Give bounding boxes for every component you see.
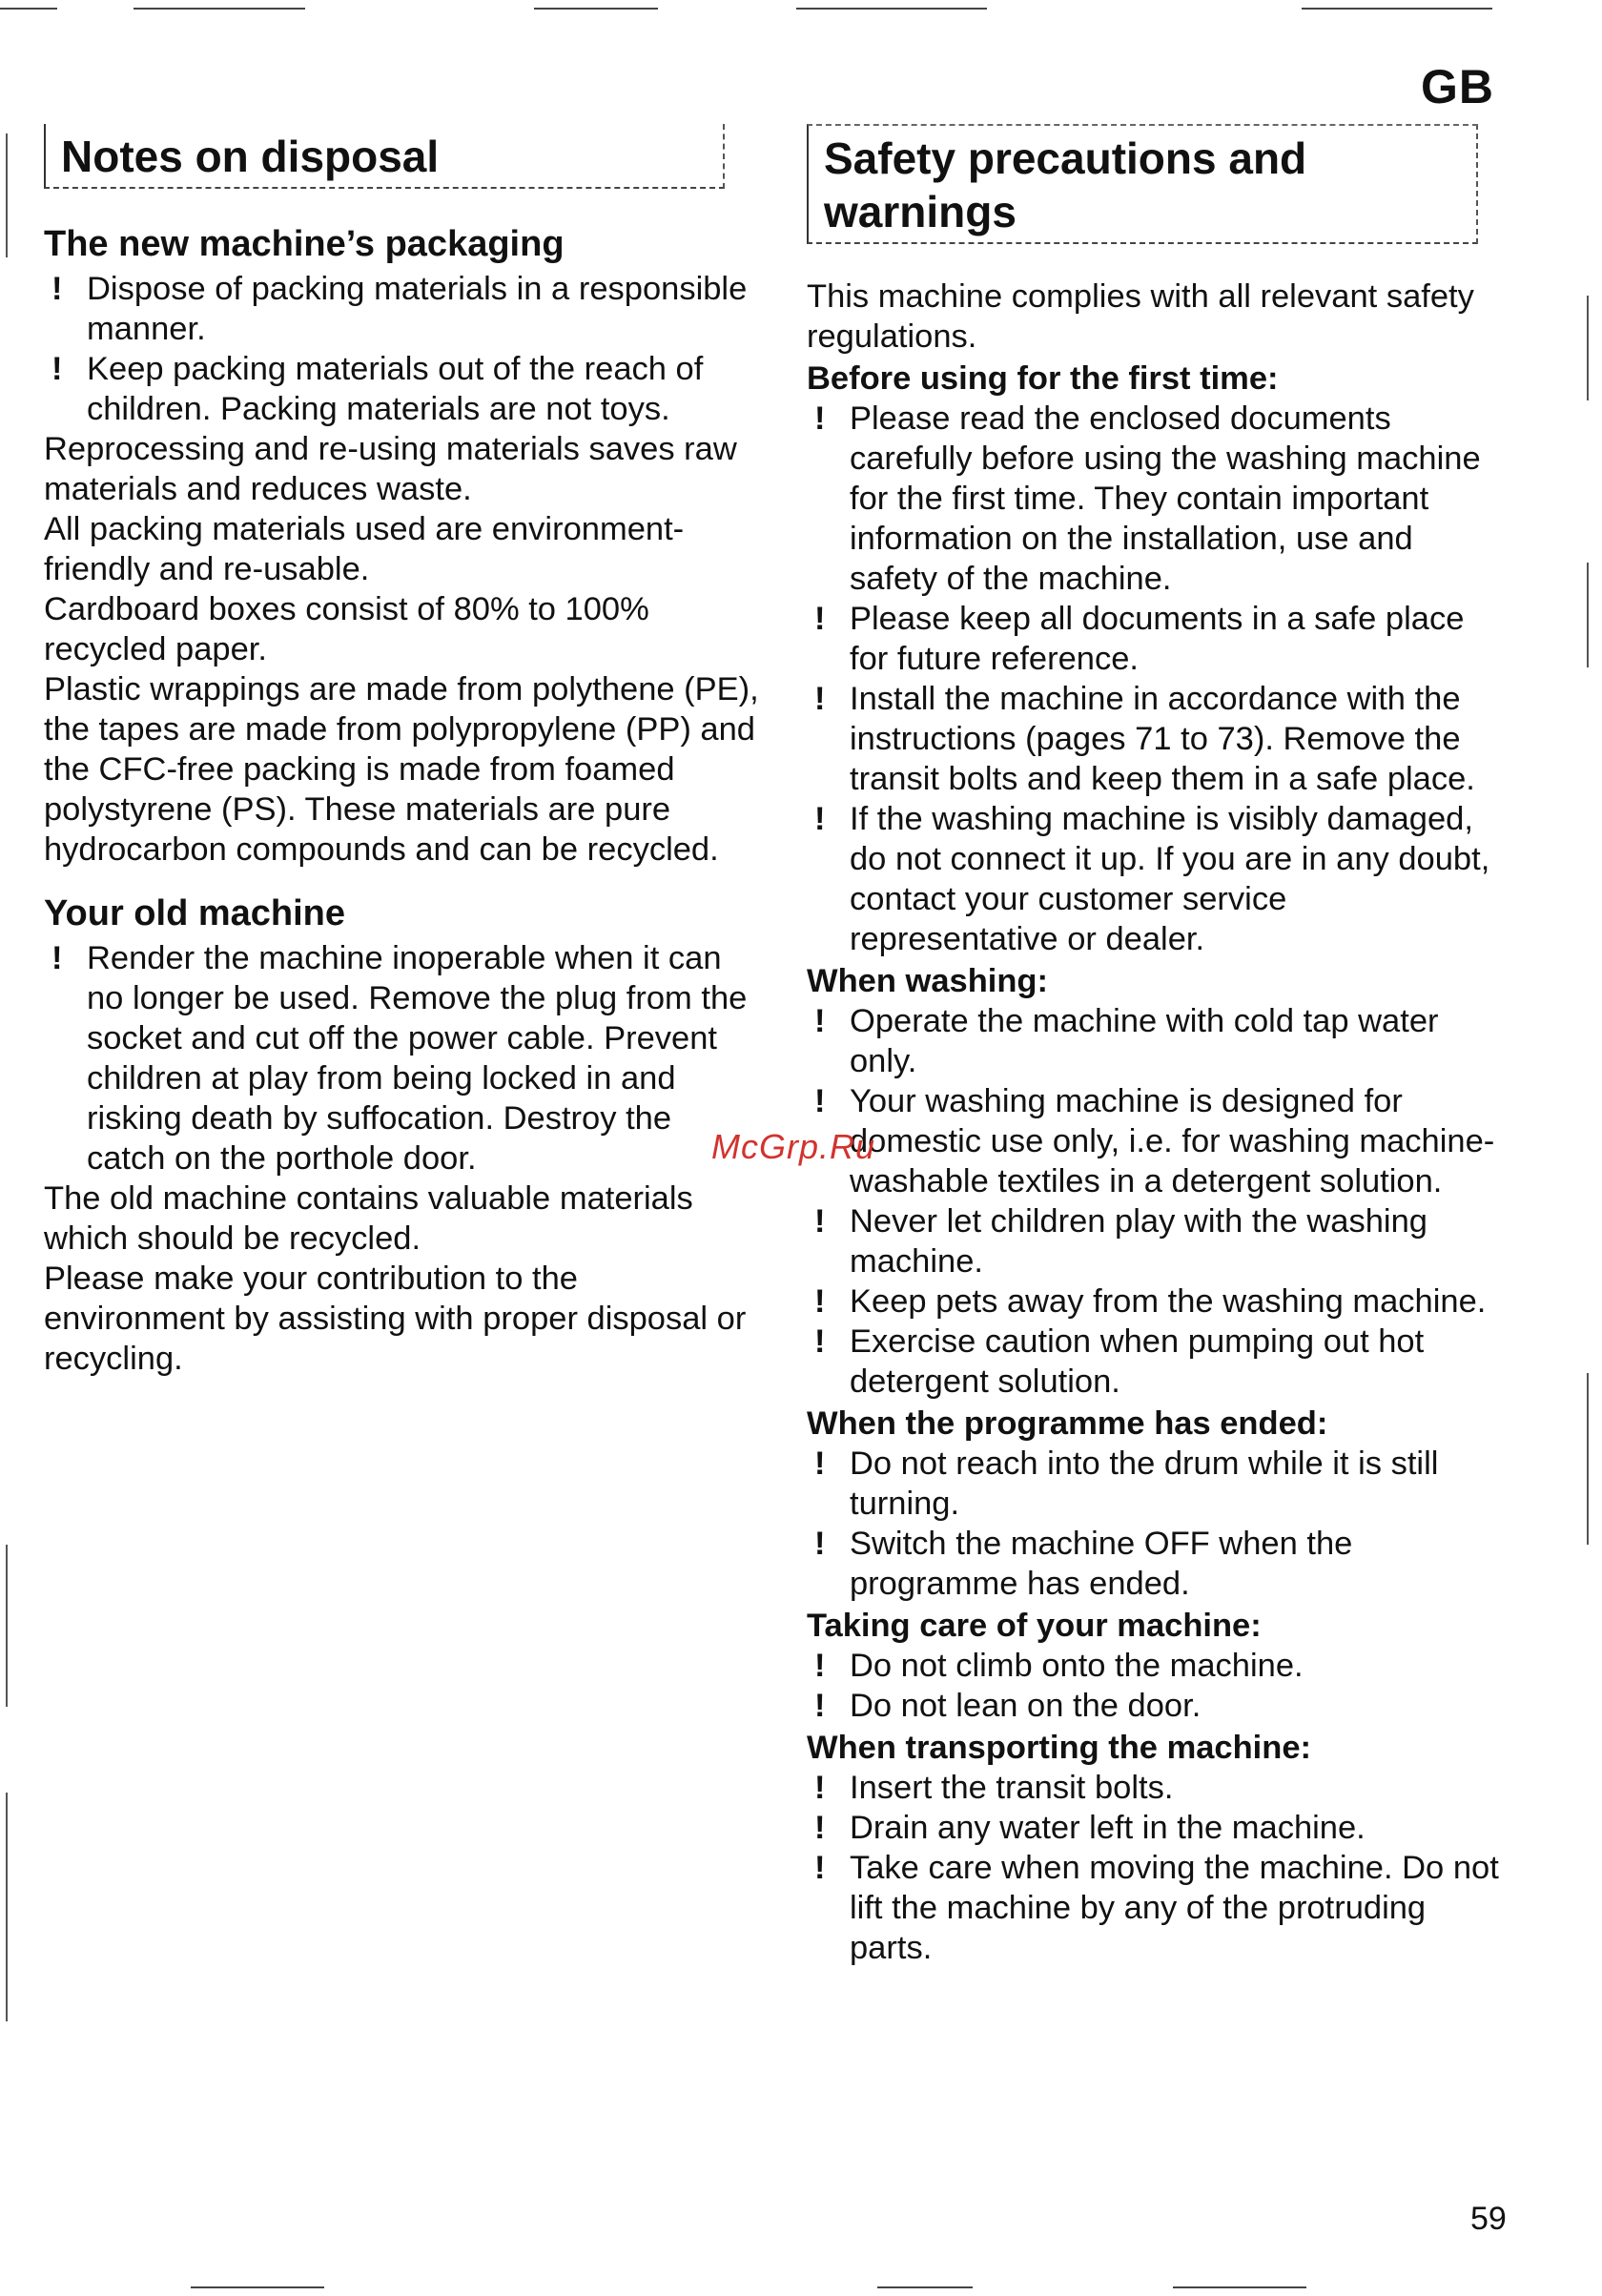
safety-column xyxy=(807,124,1503,1968)
scan-line xyxy=(1587,1373,1589,1545)
exclamation-icon: ! xyxy=(814,1203,826,1240)
group-heading: When the programme has ended: xyxy=(807,1405,1328,1442)
exclamation-icon: ! xyxy=(814,1003,826,1039)
safety-list xyxy=(807,399,1503,959)
watermark: McGrp.Ru xyxy=(711,1127,876,1166)
page-number: 59 xyxy=(1470,2201,1507,2237)
scan-line xyxy=(877,2286,973,2288)
list-item: ! Insert the transit bolts. xyxy=(814,1770,1174,1806)
group-heading: Before using for the first time: xyxy=(807,360,1279,397)
exclamation-icon: ! xyxy=(814,601,826,637)
scan-line xyxy=(6,1793,8,2021)
list-item: ! Do not reach into the drum while it is still turning. xyxy=(814,1445,1439,1522)
group-heading: When transporting the machine: xyxy=(807,1730,1312,1766)
paragraph: All packing materials used are environment-friendly and re-usable. xyxy=(44,511,685,587)
exclamation-icon: ! xyxy=(814,1526,826,1562)
safety-list xyxy=(807,1444,1503,1604)
exclamation-icon: ! xyxy=(814,1648,826,1684)
exclamation-icon: ! xyxy=(51,271,63,307)
scan-line xyxy=(0,8,57,10)
scan-line xyxy=(6,133,8,257)
list-item: ! Drain any water left in the machine. xyxy=(814,1810,1366,1846)
list-item: ! Keep packing materials out of the reach of children. Packing materials are not toys. xyxy=(51,351,704,427)
list-item: ! If the washing machine is visibly damaged, do not connect it up. If you are in any doubt, contact your customer service representative or dealer. xyxy=(814,801,1490,957)
scan-line xyxy=(796,8,987,10)
safety-intro: This machine complies with all relevant safety regulations. xyxy=(807,278,1474,355)
scan-line xyxy=(1302,8,1492,10)
scan-line xyxy=(534,8,658,10)
scan-line xyxy=(134,8,305,10)
exclamation-icon: ! xyxy=(814,1810,826,1846)
paragraph: The old machine contains valuable materials which should be recycled. xyxy=(44,1180,693,1257)
exclamation-icon: ! xyxy=(51,940,63,976)
exclamation-icon: ! xyxy=(814,1688,826,1724)
list-item: ! Take care when moving the machine. Do not lift the machine by any of the protruding parts. xyxy=(814,1850,1499,1966)
scan-line xyxy=(1587,563,1589,667)
list-item: ! Exercise caution when pumping out hot detergent solution. xyxy=(814,1323,1425,1400)
scan-line xyxy=(1587,296,1589,400)
safety-title: Safety precautions and warnings xyxy=(807,124,1478,244)
list-item: ! Never let children play with the washing machine. xyxy=(814,1203,1427,1280)
paragraph: Reprocessing and re-using materials saves raw materials and reduces waste. xyxy=(44,431,737,507)
exclamation-icon: ! xyxy=(814,1770,826,1806)
language-code: GB xyxy=(1421,60,1494,113)
old-machine-heading: Your old machine xyxy=(44,893,346,933)
list-item: ! Please keep all documents in a safe place for future reference. xyxy=(814,601,1465,677)
list-item: ! Switch the machine OFF when the programme has ended. xyxy=(814,1526,1353,1602)
exclamation-icon: ! xyxy=(814,1323,826,1360)
paragraph: Cardboard boxes consist of 80% to 100% recycled paper. xyxy=(44,591,649,667)
exclamation-icon: ! xyxy=(814,1283,826,1320)
exclamation-icon: ! xyxy=(814,400,826,437)
group-heading: When washing: xyxy=(807,963,1048,999)
exclamation-icon: ! xyxy=(814,1850,826,1886)
packaging-bullet-list xyxy=(44,269,759,429)
old-machine-bullet-list xyxy=(44,938,759,1179)
list-item: ! Install the machine in accordance with the instructions (pages 71 to 73). Remove the transit bolts and keep them in a safe place. xyxy=(814,681,1475,797)
disposal-title: Notes on disposal xyxy=(44,124,725,189)
paragraph: Plastic wrappings are made from polythene (PE), the tapes are made from polypropylene (PP) and the CFC-free packing is made from foamed polystyrene (PS). These materials are pure hydrocarbon compounds and can be recycled. xyxy=(44,671,759,868)
safety-list xyxy=(807,1001,1503,1402)
paragraph: Please make your contribution to the environment by assisting with proper disposal or recycling. xyxy=(44,1261,747,1377)
safety-list xyxy=(807,1768,1503,1968)
safety-list xyxy=(807,1646,1503,1726)
scan-line xyxy=(191,2286,324,2288)
list-item: ! Operate the machine with cold tap water only. xyxy=(814,1003,1439,1079)
scan-line xyxy=(1173,2286,1306,2288)
group-heading: Taking care of your machine: xyxy=(807,1608,1262,1644)
exclamation-icon: ! xyxy=(814,1083,826,1119)
list-item: ! Do not climb onto the machine. xyxy=(814,1648,1304,1684)
exclamation-icon: ! xyxy=(814,681,826,717)
exclamation-icon: ! xyxy=(814,801,826,837)
list-item: ! Do not lean on the door. xyxy=(814,1688,1202,1724)
disposal-column xyxy=(44,124,759,1379)
exclamation-icon: ! xyxy=(814,1445,826,1482)
list-item: ! Please read the enclosed documents carefully before using the washing machine for the first time. They contain important information on the installation, use and safety of the machine. xyxy=(814,400,1481,597)
exclamation-icon: ! xyxy=(51,351,63,387)
list-item: ! Keep pets away from the washing machine. xyxy=(814,1283,1487,1320)
list-item: ! Your washing machine is designed for domestic use only, i.e. for washing machine-washable textiles in a detergent solution. xyxy=(814,1083,1495,1199)
list-item: ! Render the machine inoperable when it can no longer be used. Remove the plug from the socket and cut off the power cable. Prevent children at play from being locked in and risking death by suffocation. Destroy the catch on the porthole door. xyxy=(51,940,748,1177)
scan-line xyxy=(6,1545,8,1707)
list-item: ! Dispose of packing materials in a responsible manner. xyxy=(51,271,748,347)
packaging-heading: The new machine’s packaging xyxy=(44,224,565,264)
